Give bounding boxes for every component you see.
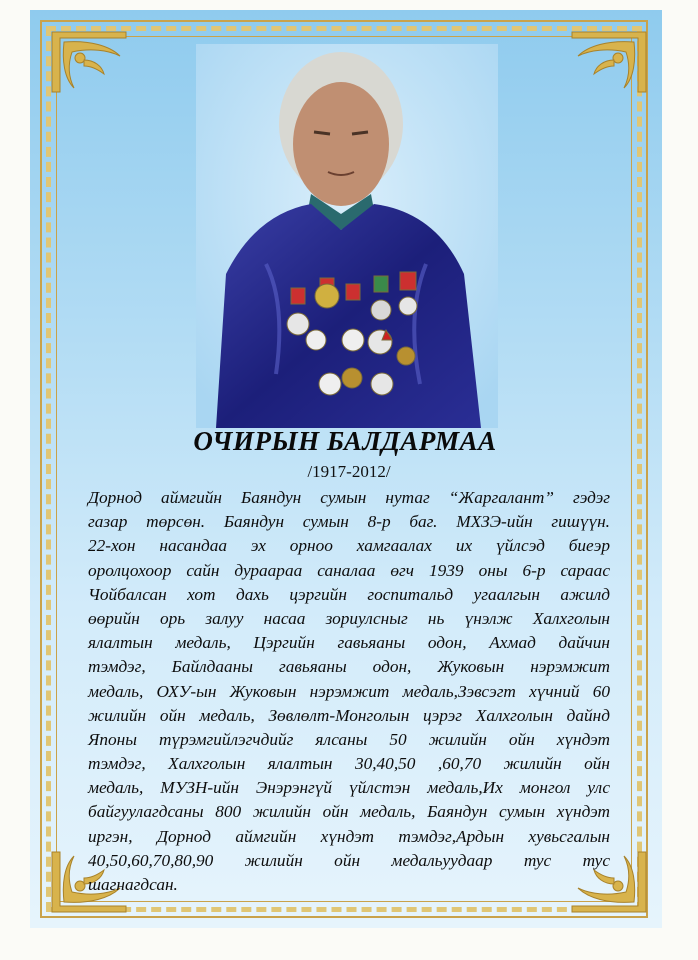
biography-line: медаль, МУЗН-ийн Энэрэнгүй үйлстэн медаль,Их монгол улс: [88, 778, 610, 798]
person-life-years: /1917-2012/: [307, 462, 391, 481]
biography-line: ялалтын медаль, Цэргийн гавьяаны одон, Ахмад дайчин: [88, 633, 610, 653]
biography-line: медаль, ОХУ-ын Жуковын нэрэмжит медаль,Зэвсэгт хүчний 60: [88, 681, 610, 701]
person-name-heading: ОЧИРЫН БАЛДАРМАА: [193, 426, 497, 456]
biography-text: [88, 486, 610, 897]
biography-line: Японы түрэмгийлэгчдийг ялсаны 50 жилийн ойн хүндэт: [88, 729, 610, 749]
biography-line: 22-хон насандаа эх орноо хамгаалах их үйлсэд биеэр: [88, 536, 610, 556]
biography-line: Чойбалсан хот дахь цэргийн госпитальд угаалгын ажилд: [88, 584, 610, 604]
biography-line: Дорнод аймгийн Баяндун сумын нутаг “Жаргалант” гэдэг: [88, 488, 610, 507]
biography-line: жилийн ойн медаль, Зөвлөлт-Монголын цэрэг Халхголын дайнд: [88, 705, 610, 725]
biography-line: тэмдэг, Байлдааны гавьяаны одон, Жуковын нэрэмжит: [88, 657, 610, 677]
biography-line: оролцохоор сайн дураараа саналаа өгч 1939 оны 6-р сараас: [88, 560, 610, 580]
portrait-photo: [196, 44, 498, 428]
biography-line: иргэн, Дорнод аймгийн хүндэт тэмдэг,Ардын хувьсгалын: [88, 826, 610, 846]
biography-line: газар төрсөн. Баяндун сумын 8-р баг. МХЗЭ-ийн гишүүн.: [88, 512, 610, 532]
biography-line: 40,50,60,70,80,90 жилийн ойн медальуудаар тус тус: [88, 850, 610, 870]
corner-ornament-icon: [570, 30, 648, 94]
biography-line: шагнагдсан.: [88, 875, 178, 894]
corner-ornament-icon: [50, 30, 128, 94]
biography-line: байгуулагдсаны 800 жилийн ойн медаль, Баяндун сумын хүндэт: [88, 802, 610, 822]
biography-line: өөрийн орь залуу насаа зориулсныг нь үнэлж Халхголын: [88, 608, 610, 628]
biography-line: тэмдэг, Халхголын ялалтын 30,40,50 ,60,70 жилийн ойн: [88, 754, 610, 774]
